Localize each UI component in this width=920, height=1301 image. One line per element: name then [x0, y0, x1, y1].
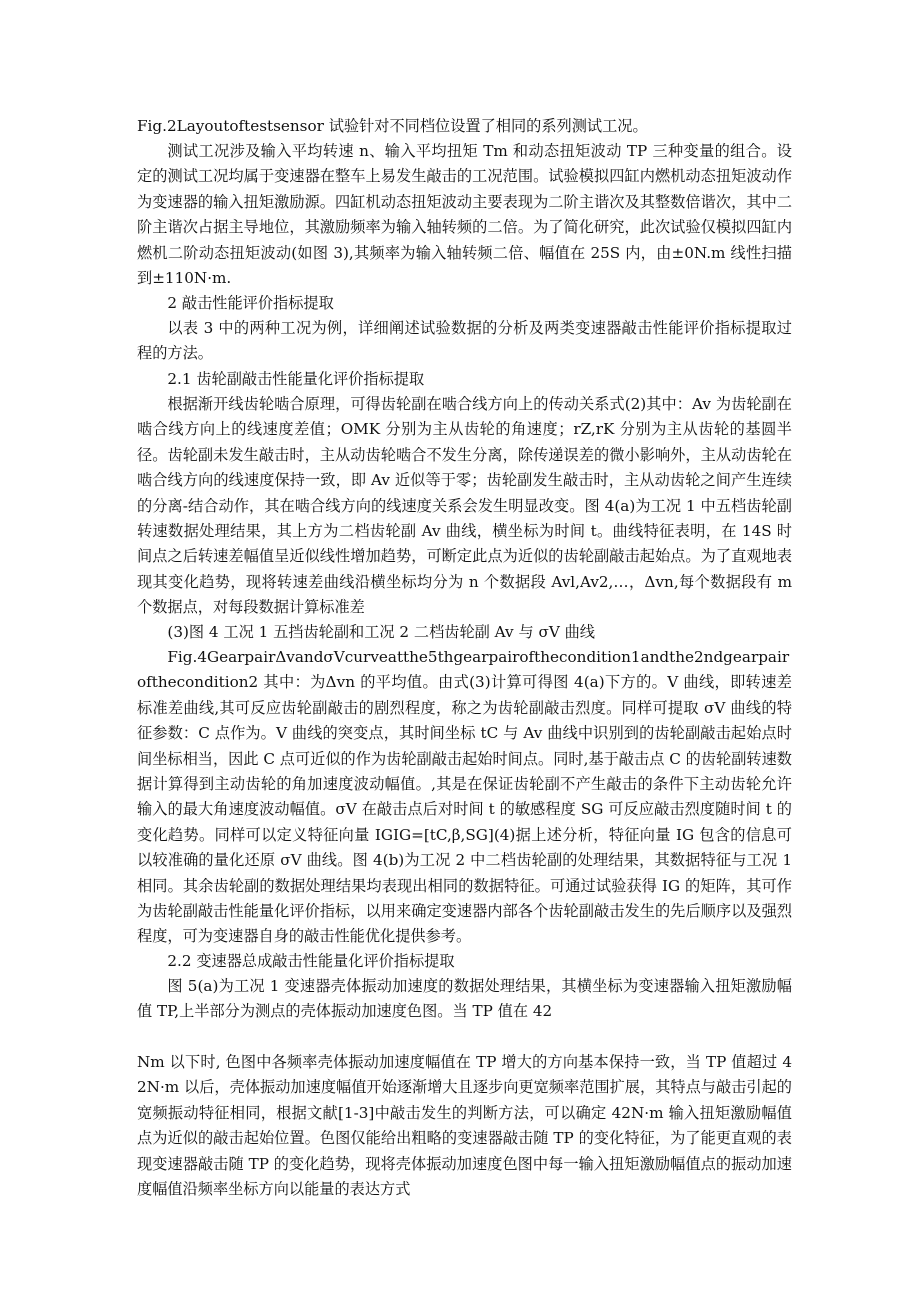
paragraph-test-conditions: 测试工况涉及输入平均转速 n、输入平均扭矩 Tm 和动态扭矩波动 TP 三种变量的组合。设定的测试工况均属于变速器在整车上易发生敲击的工况范围。试验模拟四缸内燃机动态扭矩波动作为变速器的输入扭矩激励源。四缸机动态扭矩波动主要表现为二阶主谐次及其整数倍谐次，其中二阶主谐次占据主导地位，其激励频率为输入轴转频的二倍。为了简化研究，此次试验仅模拟四缸内燃机二阶动态扭矩波动(如图 3),其频率为输入轴转频二倍、幅值在 25S 内，由±0N.m 线性扫描到±110N·m.	[137, 142, 792, 288]
paragraph-housing-vibration-continued: Nm 以下时, 色图中各频率壳体振动加速度幅值在 TP 增大的方向基本保持一致，当 TP 值超过 42N·m 以后，壳体振动加速度幅值开始逐渐增大且逐步向更宽频率范围扩展，其特点与敲击引起的宽频振动特征相同，根据文献[1-3]中敲击发生的判断方法，可以确定 42N·m 输入扭矩激励幅值点为近似的敲击起始位置。色图仅能给出粗略的变速器敲击随 TP 的变化特征，为了能更直观的表现变速器敲击随 TP 的变化趋势，现将壳体振动加速度色图中每一输入扭矩激励幅值点的振动加速度幅值沿频率坐标方向以能量的表达方式	[137, 1053, 792, 1199]
paragraph-intro-section-2: 以表 3 中的两种工况为例，详细阐述试验数据的分析及两类变速器敲击性能评价指标提取过程的方法。	[137, 319, 792, 363]
paragraph-sigma-v-curve: Fig.4GearpairΔvandσVcurveatthe5thgearpairofthecondition1andthe2ndgearpairofthecondition2 其中：为Δvn 的平均值。由式(3)计算可得图 4(a)下方的。V 曲线，即转速差标准差曲线,其可反应齿轮副敲击的剧烈程度，称之为齿轮副敲击烈度。同样可提取 σV 曲线的特征参数：C 点作为。V 曲线的突变点，其时间坐标 tC 与 Av 曲线中识别到的齿轮副敲击起始点时间坐标相当，因此 C 点可近似的作为齿轮副敲击起始时间点。同时,基于敲击点 C 的齿轮副转速数据计算得到主动齿轮的角加速度波动幅值。,其是在保证齿轮副不产生敲击的条件下主动齿轮允许输入的最大角速度波动幅值。σV 在敲击点后对时间 t 的敏感程度 SG 可反应敲击烈度随时间 t 的变化趋势。同样可以定义特征向量 IGIG=[tC,β,SG](4)据上述分析，特征向量 IG 包含的信息可以较准确的量化还原 σV 曲线。图 4(b)为工况 2 中二档齿轮副的处理结果，其数据特征与工况 1 相同。其余齿轮副的数据处理结果均表现出相同的数据特征。可通过试验获得 IG 的矩阵，其可作为齿轮副敲击性能量化评价指标，以用来确定变速器内部各个齿轮副敲击发生的先后顺序以及强烈程度，可为变速器自身的敲击性能优化提供参考。	[137, 648, 792, 946]
figure-4-caption-line: (3)图 4 工况 1 五挡齿轮副和工况 2 二档齿轮副 Av 与 σV 曲线	[167, 623, 595, 641]
section-heading-2-1: 2.1 齿轮副敲击性能量化评价指标提取	[167, 370, 425, 388]
paragraph-gear-pair-analysis: 根据渐开线齿轮啮合原理，可得齿轮副在啮合线方向上的传动关系式(2)其中：Av 为齿轮副在啮合线方向上的线速度差值；OMK 分别为主从齿轮的角速度；rZ,rK 分别为主从齿轮的基圆半径。齿轮副未发生敲击时，主从动齿轮啮合不发生分离，除传递误差的微小影响外，主从动齿轮在啮合线方向的线速度保持一致，即 Av 近似等于零；齿轮副发生敲击时，主从动齿轮之间产生连续的分离-结合动作，其在啮合线方向的线速度关系会发生明显改变。图 4(a)为工况 1 中五档齿轮副转速数据处理结果，其上方为二档齿轮副 Av 曲线，横坐标为时间 t。曲线特征表明，在 14S 时间点之后转速差幅值呈近似线性增加趋势，可断定此点为近似的齿轮副敲击起始点。为了直观地表现其变化趋势，现将转速差曲线沿横坐标均分为 n 个数据段 Avl,Av2,…，Δvn,每个数据段有 m 个数据点，对每段数据计算标准差	[137, 395, 792, 617]
figure-2-caption-line: Fig.2Layoutoftestsensor 试验针对不同档位设置了相同的系列测试工况。	[137, 117, 648, 135]
paragraph-housing-vibration: 图 5(a)为工况 1 变速器壳体振动加速度的数据处理结果，其横坐标为变速器输入扭矩激励幅值 TP,上半部分为测点的壳体振动加速度色图。当 TP 值在 42	[137, 977, 792, 1021]
section-heading-2: 2 敲击性能评价指标提取	[167, 294, 334, 312]
section-heading-2-2: 2.2 变速器总成敲击性能量化评价指标提取	[167, 952, 455, 970]
